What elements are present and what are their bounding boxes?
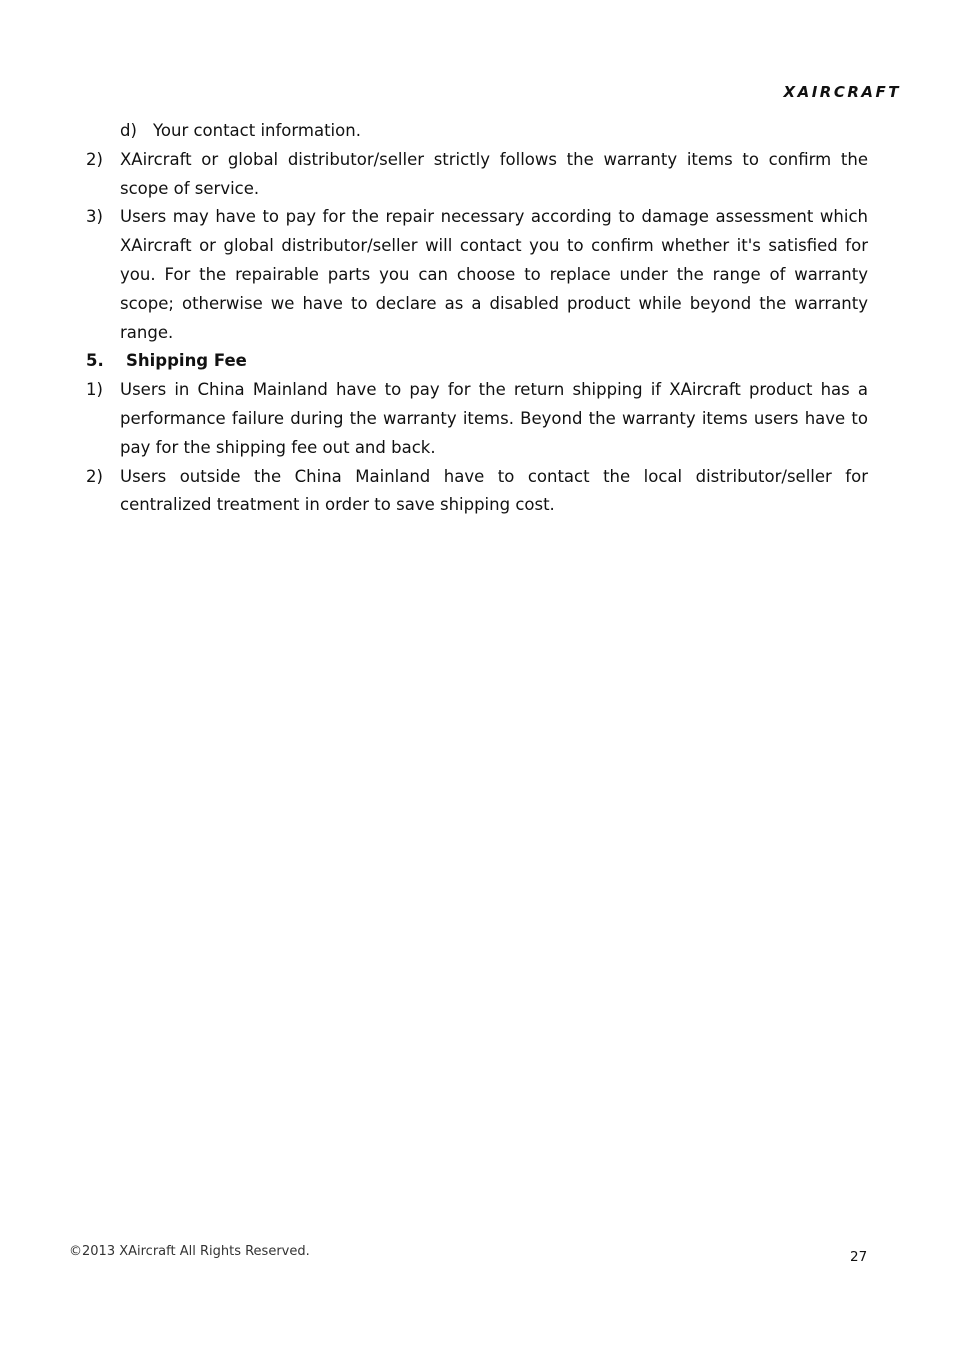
section-title: Shipping Fee bbox=[126, 351, 247, 371]
list-marker: 2) bbox=[86, 149, 103, 169]
list-marker: 3) bbox=[86, 207, 103, 227]
list-text: XAircraft or global distributor/seller strictly follows the warranty items to confirm the scope of service. bbox=[120, 149, 868, 198]
list-marker: 2) bbox=[86, 466, 103, 486]
list-item bbox=[86, 203, 868, 347]
document-body bbox=[86, 117, 868, 520]
list-text: Users outside the China Mainland have to contact the local distributor/seller for centralized treatment in order to save shipping cost. bbox=[120, 466, 868, 515]
list-marker: d) bbox=[120, 121, 137, 140]
section-number: 5. bbox=[86, 351, 104, 371]
section-heading bbox=[86, 347, 868, 376]
list-text: Users may have to pay for the repair necessary according to damage assessment which XAircraft or global distributor/seller will contact you to confirm whether it's satisfied for you. For the repairable parts you can choose to replace under the range of warranty scope; otherwise we have to declare as a disabled product while beyond the warranty range. bbox=[120, 207, 868, 342]
list-item bbox=[86, 117, 868, 146]
list-text: Users in China Mainland have to pay for the return shipping if XAircraft product has a performance failure during the warranty items. Beyond the warranty items users have to pay for the shipping fee out and back. bbox=[120, 380, 868, 457]
list-item bbox=[86, 463, 868, 521]
copyright-notice: ©2013 XAircraft All Rights Reserved. bbox=[69, 1244, 310, 1259]
page-number: 27 bbox=[850, 1249, 868, 1265]
list-item bbox=[86, 146, 868, 204]
brand-logo: XAIRCRAFT bbox=[783, 83, 901, 101]
list-text: Your contact information. bbox=[153, 121, 361, 140]
list-item bbox=[86, 376, 868, 462]
list-marker: 1) bbox=[86, 380, 103, 400]
